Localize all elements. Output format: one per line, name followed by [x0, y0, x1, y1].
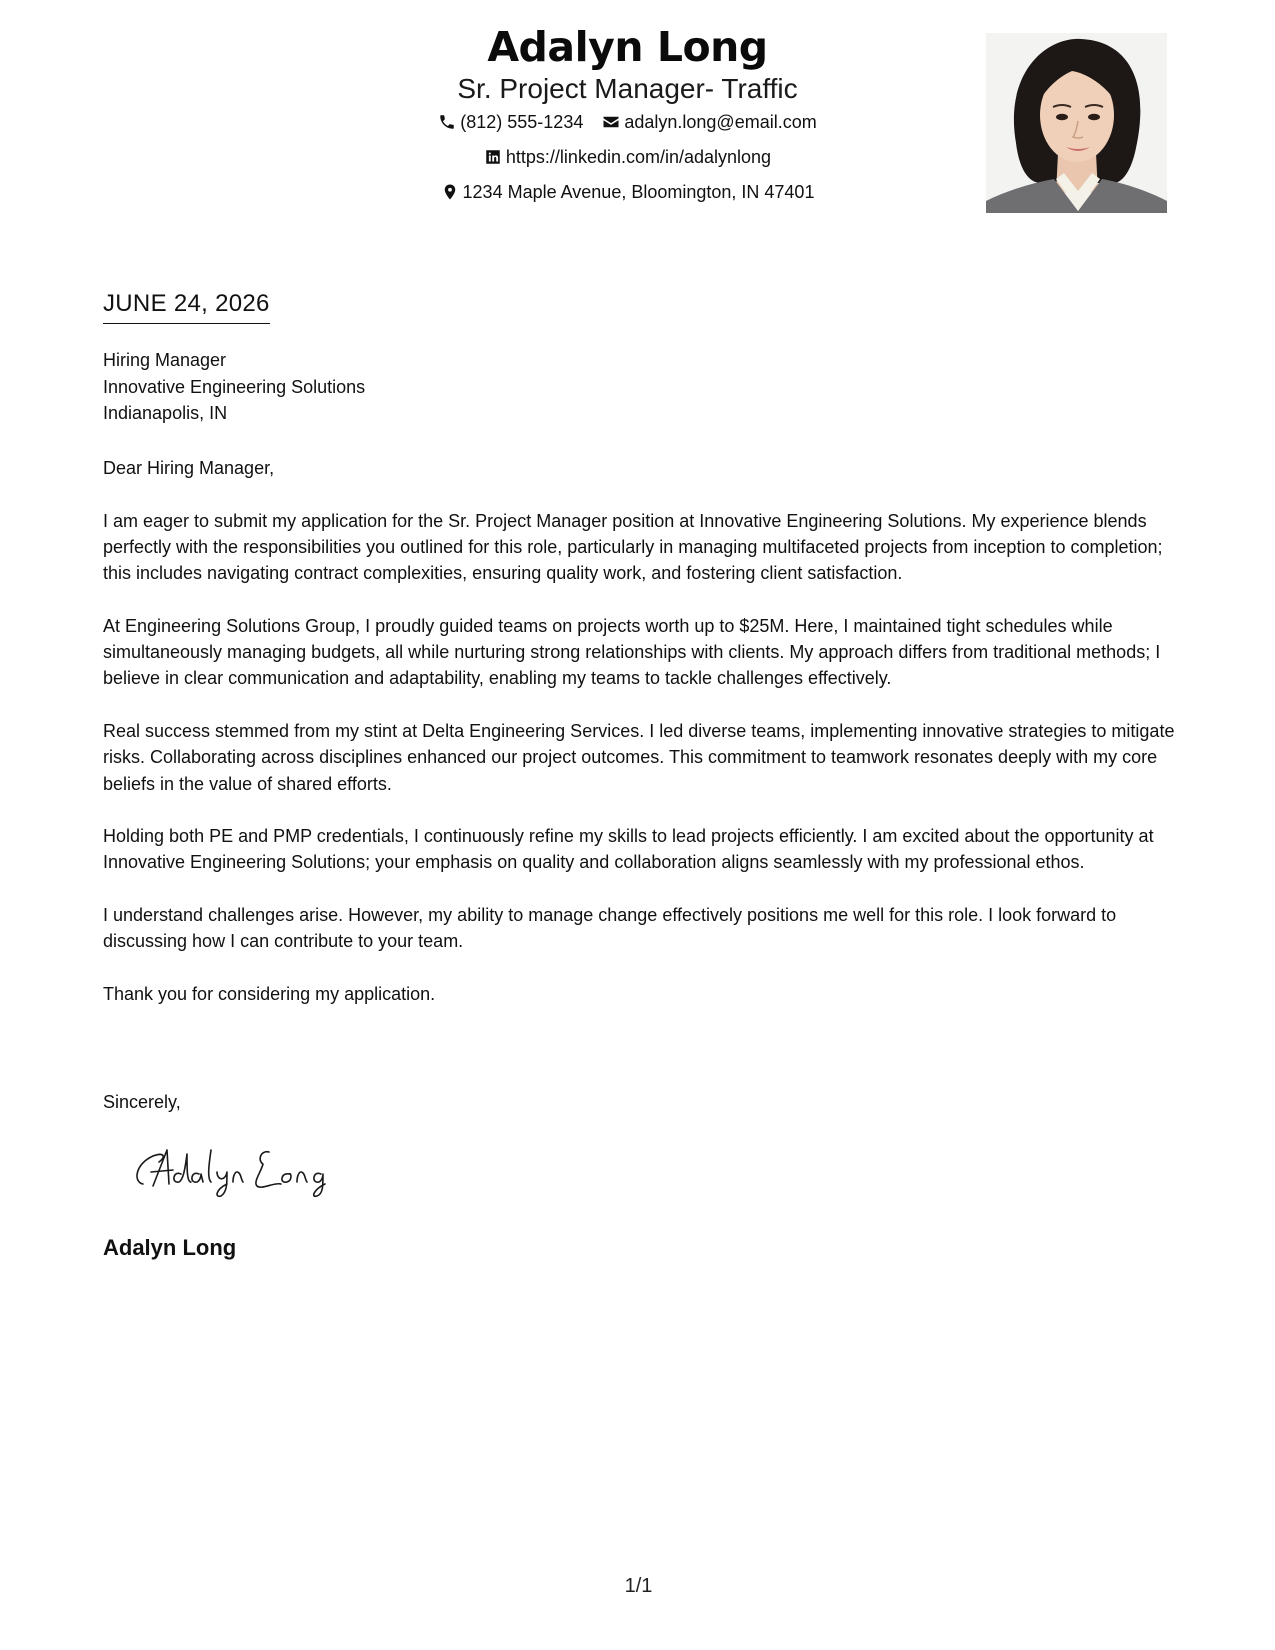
- recipient-location: Indianapolis, IN: [103, 403, 228, 423]
- applicant-name: Adalyn Long: [487, 23, 768, 71]
- recipient-title: Hiring Manager: [103, 350, 227, 370]
- envelope-icon: [602, 113, 620, 131]
- street-address: 1234 Maple Avenue, Bloomington, IN 47401: [462, 182, 815, 202]
- profile-photo: [986, 33, 1167, 213]
- letter-content: [103, 455, 1178, 1034]
- letter-paragraph: Holding both PE and PMP credentials, I continuously refine my skills to lead projects efficiently. I am excited about the opportunity at Innovative Engineering Solutions; your emphasis on quality and collaboration aligns seamlessly with my professional ethos.: [103, 826, 1154, 873]
- applicant-title: Sr. Project Manager- Traffic: [457, 73, 798, 104]
- letter-paragraph: I understand challenges arise. However, my ability to manage change effectively positions me well for this role. I look forward to discussing how I can contribute to your team.: [103, 905, 1117, 952]
- address-contact: [441, 176, 815, 208]
- letter-paragraph: Real success stemmed from my stint at Delta Engineering Services. I led diverse teams, implementing innovative strategies to mitigate risks. Collaborating across disciplines enhanced our project outcomes. This commitment to teamwork resonates deeply with my core beliefs in the value of shared efforts.: [103, 720, 1175, 794]
- letter-paragraph: I am eager to submit my application for the Sr. Project Manager position at Innovative Engineering Solutions. My experience blends perfectly with the responsibilities you outlined for this role, particularly in managing multifaceted projects from inception to completion; this includes navigating contract complexities, ensuring quality work, and fostering client satisfaction.: [103, 510, 1163, 584]
- phone-icon: [438, 113, 456, 131]
- salutation: Dear Hiring Manager,: [103, 458, 275, 478]
- letter-paragraph: At Engineering Solutions Group, I proudly guided teams on projects worth up to $25M. Here, I maintained tight schedules while simultaneously managing budgets, all while nurturing strong relationships with clients. My approach differs from traditional methods; I believe in clear communication and adaptability, enabling my teams to tackle challenges effectively.: [103, 615, 1161, 689]
- linkedin-icon: [484, 148, 502, 166]
- letter-date: JUNE 24, 2026: [103, 288, 270, 324]
- linkedin-url[interactable]: https://linkedin.com/in/adalynlong: [505, 147, 772, 167]
- email-contact[interactable]: [602, 106, 816, 138]
- phone-number: (812) 555-1234: [460, 112, 584, 132]
- closing: Sincerely,: [103, 1092, 181, 1112]
- portrait-image: [986, 33, 1167, 213]
- recipient-block: [103, 347, 365, 427]
- linkedin-contact[interactable]: [484, 141, 771, 173]
- phone-contact: [438, 106, 583, 138]
- signature-image: [129, 1140, 349, 1200]
- letter-paragraph: Thank you for considering my application.: [103, 983, 436, 1004]
- map-pin-icon: [441, 183, 459, 201]
- page-number: 1/1: [624, 1575, 653, 1597]
- email-address[interactable]: adalyn.long@email.com: [624, 112, 817, 132]
- handwritten-signature: [129, 1140, 349, 1200]
- signer-name: Adalyn Long: [103, 1235, 237, 1260]
- recipient-company: Innovative Engineering Solutions: [103, 376, 366, 397]
